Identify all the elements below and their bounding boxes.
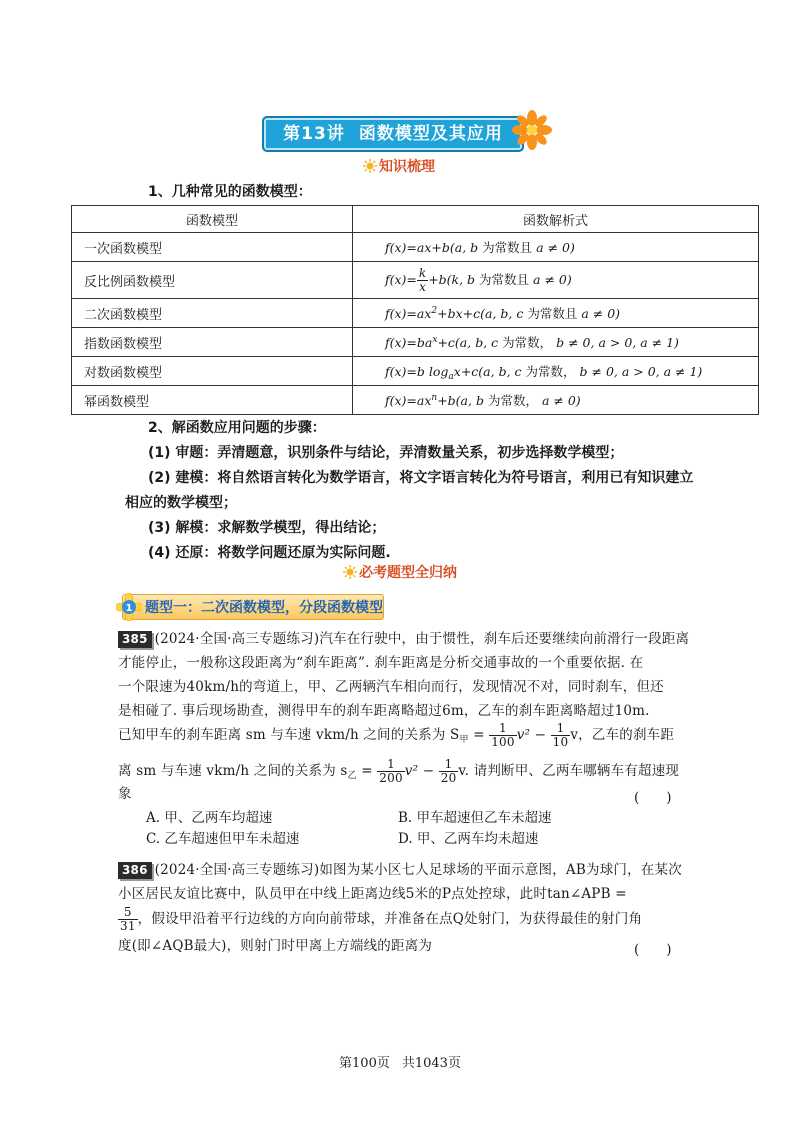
model-formula: $f(x)=ba^x+c(a$, b, c 为常数， b ≠ 0, a > 0, a ≠ 1) xyxy=(353,328,759,357)
fraction: $\frac{5}{31}$ xyxy=(120,905,136,933)
model-formula: f(x)= $\frac{k}{x}$ +b(k, b 为常数且 a ≠ 0) xyxy=(353,262,759,299)
question-number-badge: 385 xyxy=(118,631,152,648)
table-row xyxy=(72,299,759,328)
table-row xyxy=(72,386,759,415)
option-a[interactable]: A. 甲、乙两车均超速 xyxy=(146,810,273,826)
question-385-line: 象 xyxy=(118,786,132,802)
lecture-number: 第13讲 xyxy=(283,124,345,144)
model-formula: f(x)=ax+b(a, b 为常数且 a ≠ 0) xyxy=(353,233,759,262)
fraction: $\frac{1}{20}$ xyxy=(440,757,457,785)
step-line: (3) 解模：求解数学模型，得出结论； xyxy=(148,520,386,536)
answer-paren: ( ) xyxy=(634,790,672,806)
table-header-row xyxy=(72,206,759,233)
page-number: 第100页 xyxy=(339,1056,390,1071)
table-row xyxy=(72,262,759,299)
question-385-line: 385 (2024·全国·高三专题练习)汽车在行驶中，由于惯性，刹车后还要继续向前滑行一段距离 xyxy=(118,627,689,651)
exam-section-label: 必考题型全归纳 xyxy=(359,565,457,581)
question-386-line: 度(即∠AQB最大)，则射门时甲离上方端线的距离为 xyxy=(118,938,433,954)
table-header-model: 函数模型 xyxy=(72,206,353,233)
question-385-line: 是相碰了. 事后现场勘查，测得甲车的刹车距离略超过6m，乙车的刹车距离略超过10m. xyxy=(118,703,650,719)
sun-icon xyxy=(343,565,357,579)
table-row xyxy=(72,233,759,262)
option-b[interactable]: B. 甲车超速但乙车未超速 xyxy=(398,810,552,826)
question-385-line: 一个限速为40km/h的弯道上，甲、乙两辆汽车相向而行，发现情况不对，同时刹车，但还 xyxy=(118,679,664,695)
model-name: 对数函数模型 xyxy=(72,357,353,386)
question-386-line: 小区居民友谊比赛中，队员甲在中线上距离边线5米的P点处控球，此时tan∠APB = xyxy=(118,886,627,902)
knowledge-section-label: 知识梳理 xyxy=(379,159,435,175)
question-type-heading: 题型一：二次函数模型，分段函数模型 xyxy=(122,594,384,620)
knowledge-section-heading xyxy=(363,158,435,176)
type-number: 1 xyxy=(125,603,133,614)
fraction: $\frac{1}{100}$ xyxy=(491,721,515,749)
table-row xyxy=(72,357,759,386)
subsection-2-heading: 2、解函数应用问题的步骤： xyxy=(148,420,326,436)
step-line: (2) 建模：将自然语言转化为数学语言，将文字语言转化为符号语言，利用已有知识建立 xyxy=(148,470,694,486)
table-row xyxy=(72,328,759,357)
page-footer xyxy=(0,1052,800,1071)
fraction: $\frac{1}{10}$ xyxy=(552,721,569,749)
type-number-badge xyxy=(116,593,142,621)
subsection-1-heading: 1、几种常见的函数模型： xyxy=(148,184,312,200)
option-d[interactable]: D. 甲、乙两车均未超速 xyxy=(398,831,539,847)
model-formula: f(x)=b $\log_ax+c(a$, b, c 为常数， b ≠ 0, a > 0, a ≠ 1) xyxy=(353,357,759,386)
sun-icon xyxy=(363,159,377,173)
model-name: 指数函数模型 xyxy=(72,328,353,357)
model-name: 一次函数模型 xyxy=(72,233,353,262)
total-pages: 共1043页 xyxy=(401,1056,461,1071)
step-line: 相应的数学模型； xyxy=(125,495,237,511)
step-line: (1) 审题：弄清题意，识别条件与结论，弄清数量关系，初步选择数学模型； xyxy=(148,445,624,461)
option-c[interactable]: C. 乙车超速但甲车未超速 xyxy=(146,831,300,847)
table-header-formula: 函数解析式 xyxy=(353,206,759,233)
model-formula: $f(x)=ax^n+b(a$, b 为常数， a ≠ 0) xyxy=(353,386,759,415)
question-386-line: $\frac{5}{31}$ ，假设甲沿着平行边线的方向向前带球，并准备在点Q处射门，为获得最佳的射门角 xyxy=(120,905,643,933)
question-385-line: 才能停止，一般称这段距离为“刹车距离”. 刹车距离是分析交通事故的一个重要依据. 在 xyxy=(118,655,644,671)
model-name: 反比例函数模型 xyxy=(72,262,353,299)
fraction: $\frac{1}{200}$ xyxy=(379,757,403,785)
model-formula: $f(x)=ax^2+bx+c(a$, b, c 为常数且 a ≠ 0) xyxy=(353,299,759,328)
chapter-title-banner xyxy=(262,116,524,152)
fraction: $\frac{k}{x}$ xyxy=(418,265,427,294)
chapter-title: 函数模型及其应用 xyxy=(358,124,503,144)
model-name: 二次函数模型 xyxy=(72,299,353,328)
flower-icon xyxy=(512,110,552,150)
step-line: (4) 还原：将数学问题还原为实际问题. xyxy=(148,545,391,561)
question-386-line: 386 (2024·全国·高三专题练习)如图为某小区七人足球场的平面示意图，AB为球门，在某次 xyxy=(118,858,682,882)
exam-section-heading xyxy=(343,564,457,582)
question-number-badge: 386 xyxy=(118,862,152,879)
question-385-line: 已知甲车的刹车距离 sm 与车速 vkm/h 之间的关系为 $S_甲$ = $\frac{1}{100}$ v² − $\frac{1}{10}$ v，乙车的刹车距 xyxy=(118,721,675,749)
function-model-table xyxy=(71,205,759,415)
answer-paren: ( ) xyxy=(634,942,672,958)
question-385-line: 离 sm 与车速 vkm/h 之间的关系为 $s_乙$ = $\frac{1}{200}$ v² − $\frac{1}{20}$ v. 请判断甲、乙两车哪辆车有超速现 xyxy=(118,757,680,785)
model-name: 幂函数模型 xyxy=(72,386,353,415)
